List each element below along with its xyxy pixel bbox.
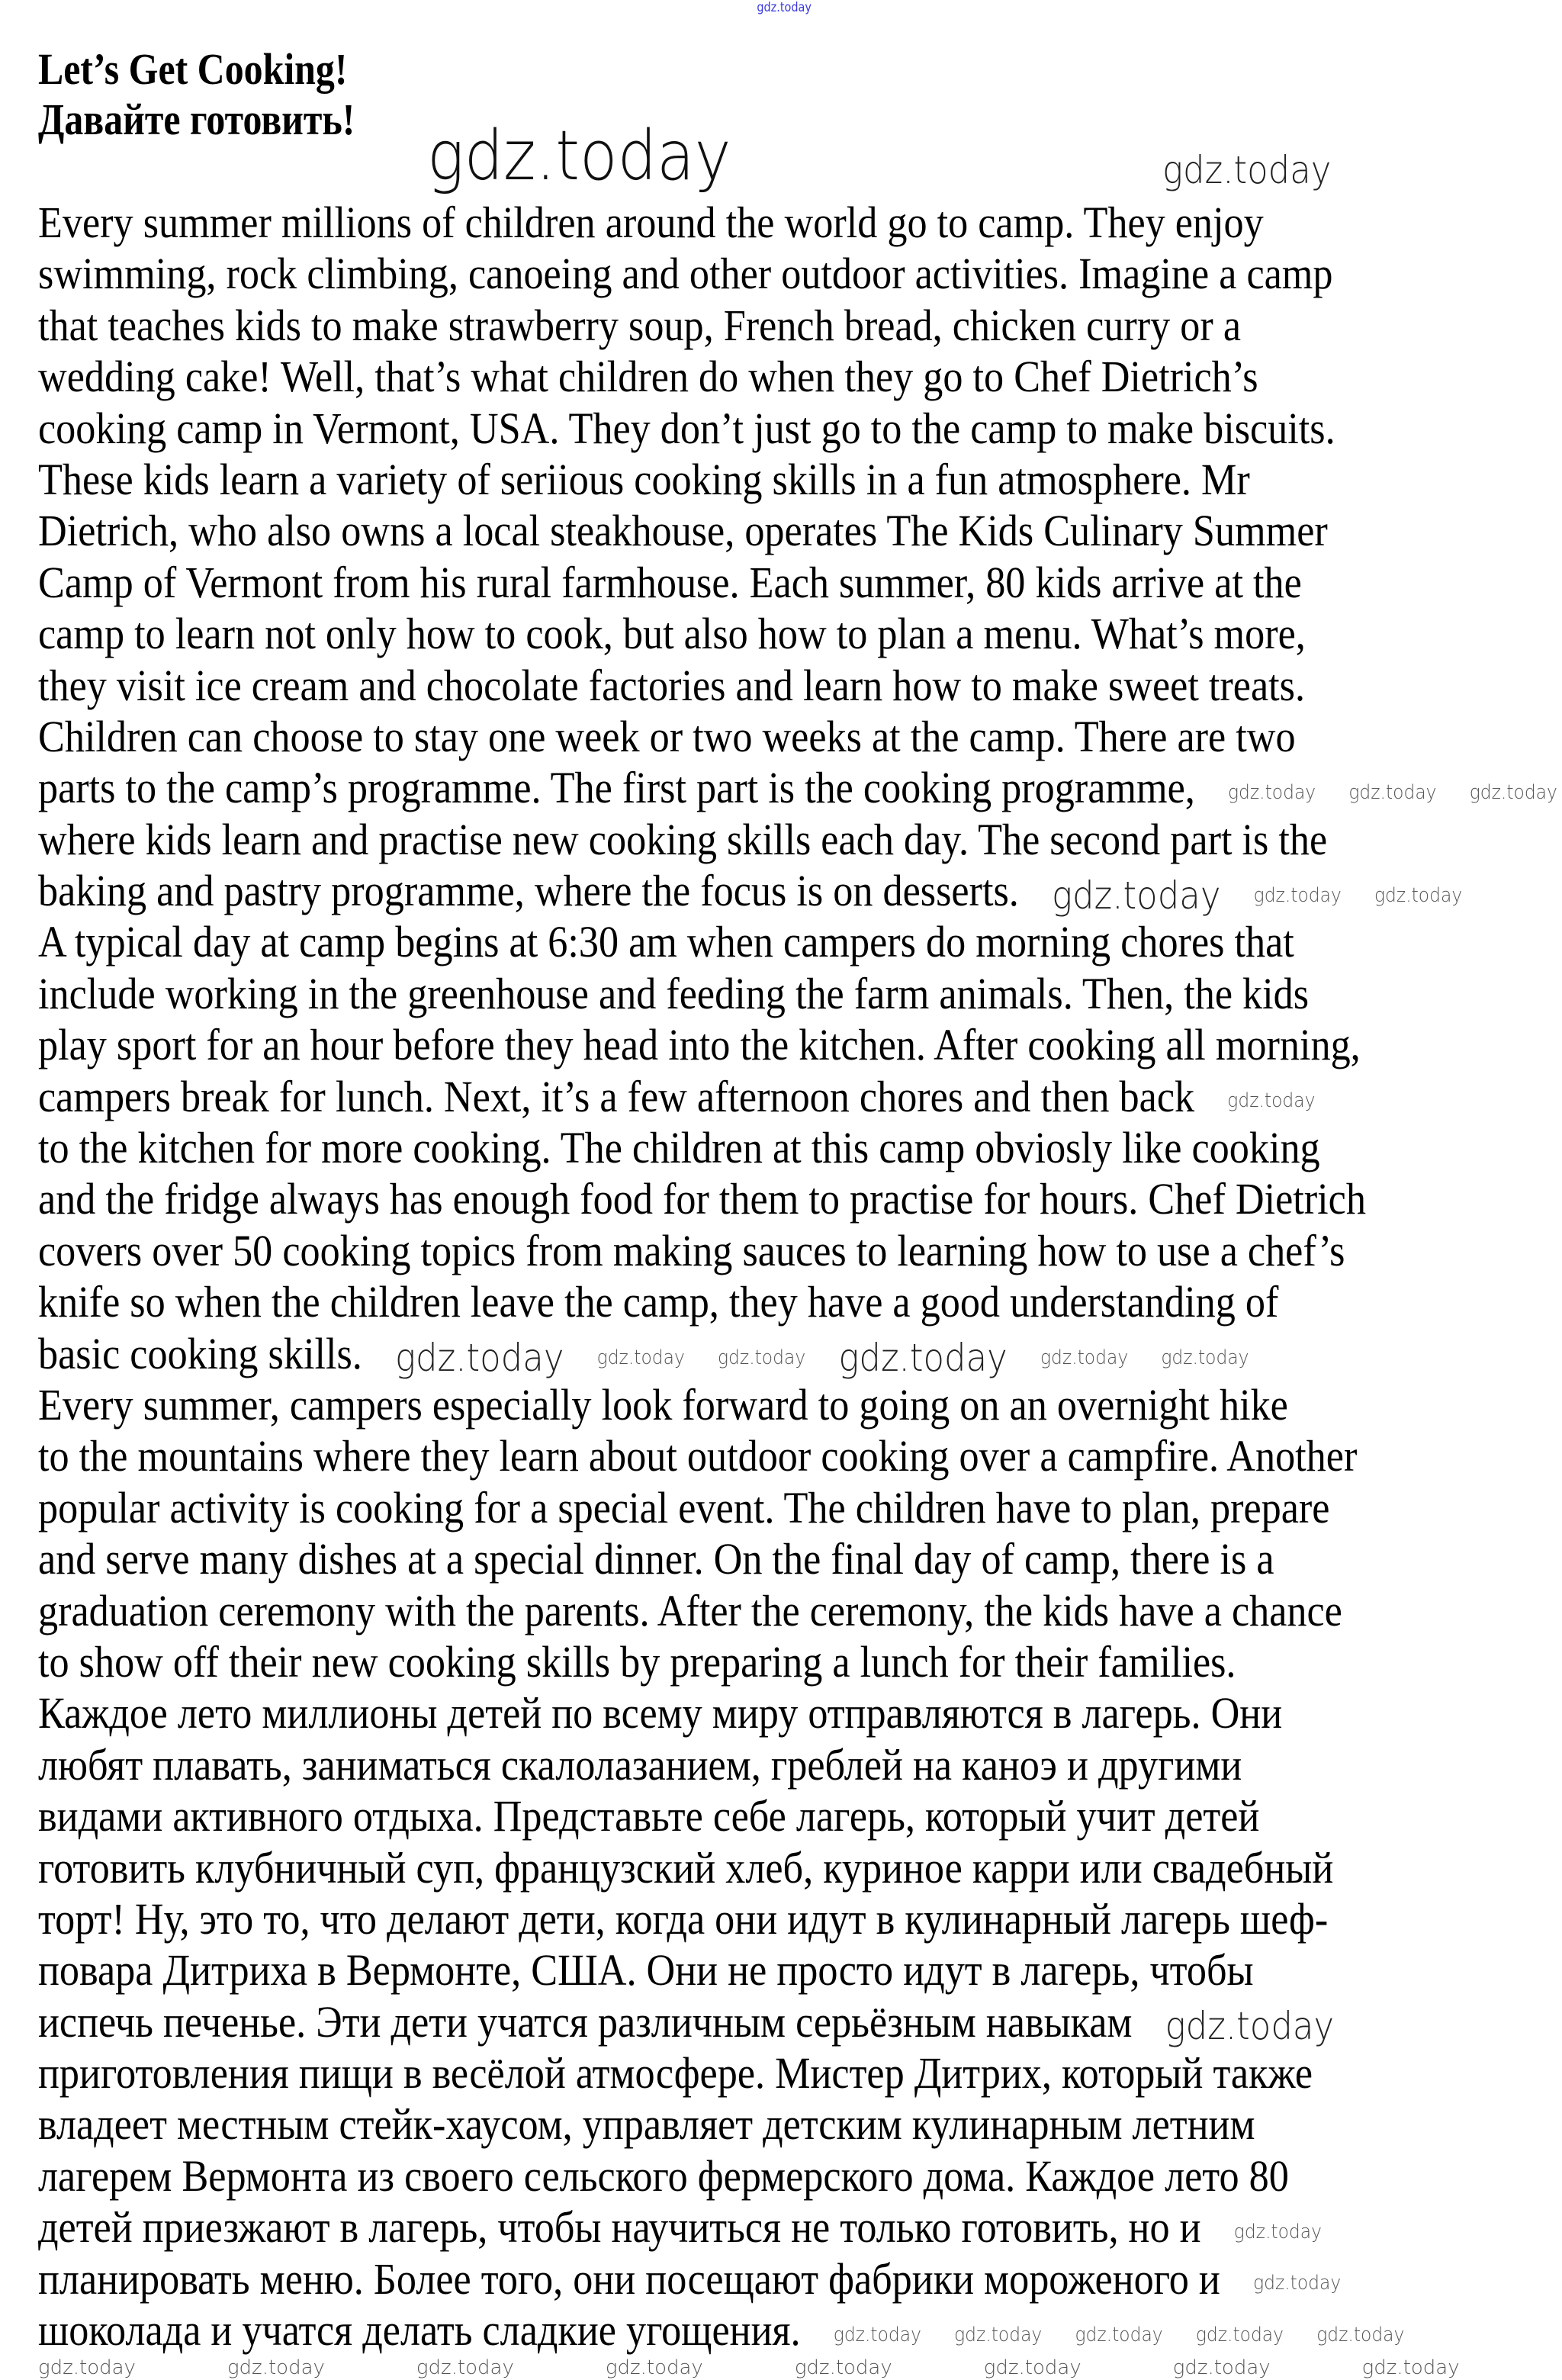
watermark: gdz.today bbox=[1469, 780, 1557, 804]
text-line bbox=[38, 1173, 1557, 1224]
text-line bbox=[38, 1482, 1557, 1533]
watermark: gdz.today bbox=[1374, 883, 1463, 907]
text-line-content: and the fridge always has enough food for them to practise for hours. Chef Dietrich bbox=[38, 1174, 1366, 1224]
text-line-content: шоколада и учатся делать сладкие угощения. bbox=[38, 2305, 801, 2356]
text-line bbox=[38, 1790, 1557, 1841]
watermark: gdz.today bbox=[227, 2356, 325, 2379]
text-line bbox=[38, 1328, 1557, 1379]
text-line bbox=[38, 608, 1557, 659]
text-line-content: baking and pastry programme, where the focus is on desserts. bbox=[38, 866, 1019, 916]
text-line-content: детей приезжают в лагерь, чтобы научиться не только готовить, но и bbox=[38, 2202, 1201, 2253]
text-line bbox=[38, 1071, 1557, 1122]
text-line bbox=[38, 1687, 1557, 1738]
watermark: gdz.today bbox=[416, 2356, 514, 2379]
text-line-content: владеет местным стейк-хаусом, управляет детским кулинарным летним bbox=[38, 2099, 1255, 2150]
text-line-content: graduation ceremony with the parents. After the ceremony, the kids have a chance bbox=[38, 1585, 1342, 1635]
text-line bbox=[38, 2047, 1557, 2099]
text-line-content: swimming, rock climbing, canoeing and other outdoor activities. Imagine a camp bbox=[38, 249, 1333, 299]
watermark: gdz.today bbox=[794, 2356, 892, 2379]
watermark: gdz.today bbox=[1253, 883, 1342, 907]
text-line-content: that teaches kids to make strawberry soup, French bread, chicken curry or a bbox=[38, 300, 1242, 350]
text-line bbox=[38, 1430, 1557, 1481]
text-line-content: любят плавать, заниматься скалолазанием, греблей на каноэ и другими bbox=[38, 1739, 1242, 1790]
watermark: gdz.today bbox=[1253, 2272, 1342, 2295]
watermark: gdz.today bbox=[1161, 1346, 1249, 1370]
text-line-content: parts to the camp’s programme. The first part is the cooking programme, bbox=[38, 763, 1195, 813]
watermark: gdz.today bbox=[1052, 873, 1221, 918]
watermark: gdz.today bbox=[1227, 1089, 1316, 1113]
text-line bbox=[38, 351, 1557, 402]
text-line bbox=[38, 1225, 1557, 1276]
watermark: gdz.today bbox=[395, 1336, 564, 1381]
text-line bbox=[38, 968, 1557, 1019]
text-line bbox=[38, 454, 1557, 505]
text-line-content: to the mountains where they learn about outdoor cooking over a campfire. Another bbox=[38, 1431, 1358, 1481]
text-line-content: A typical day at camp begins at 6:30 am when campers do morning chores that bbox=[38, 917, 1294, 967]
text-line bbox=[38, 1893, 1557, 1944]
text-line bbox=[38, 711, 1557, 762]
text-line bbox=[38, 660, 1557, 711]
text-line bbox=[38, 1276, 1557, 1327]
text-line-content: where kids learn and practise new cooking skills each day. The second part is the bbox=[38, 814, 1328, 864]
text-line-content: лагерем Вермонта из своего сельского фермерского дома. Каждое лето 80 bbox=[38, 2150, 1289, 2201]
text-line bbox=[38, 2253, 1557, 2304]
text-line-content: Every summer, campers especially look forward to going on an overnight hike bbox=[38, 1379, 1288, 1430]
title-english: Let’s Get Cooking! bbox=[38, 44, 348, 94]
watermark: gdz.today bbox=[838, 1336, 1008, 1381]
text-line bbox=[38, 814, 1557, 865]
watermark: gdz.today bbox=[833, 2323, 921, 2346]
text-line bbox=[38, 762, 1557, 813]
watermark: gdz.today bbox=[1195, 2323, 1284, 2346]
watermark: gdz.today bbox=[1040, 1346, 1129, 1370]
text-line-content: торт! Ну, это то, что делают дети, когда они идут в кулинарный лагерь шеф- bbox=[38, 1893, 1329, 1944]
text-line-content: Camp of Vermont from his rural farmhouse. Each summer, 80 kids arrive at the bbox=[38, 557, 1302, 607]
text-line-content: wedding cake! Well, that’s what children do when they go to Chef Dietrich’s bbox=[38, 352, 1258, 402]
text-line bbox=[38, 1379, 1557, 1430]
text-line-content: повара Дитриха в Вермонте, США. Они не просто идут в лагерь, чтобы bbox=[38, 1945, 1254, 1996]
text-line-content: Каждое лето миллионы детей по всему миру отправляются в лагерь. Они bbox=[38, 1688, 1283, 1738]
text-line-content: they visit ice cream and chocolate factories and learn how to make sweet treats. bbox=[38, 660, 1306, 710]
text-line bbox=[38, 2304, 1557, 2356]
text-line bbox=[38, 300, 1557, 351]
watermark: gdz.today bbox=[38, 2356, 136, 2379]
watermark-top: gdz.today bbox=[757, 0, 812, 15]
text-line-content: to show off their new cooking skills by preparing a lunch for their families. bbox=[38, 1636, 1236, 1687]
text-line bbox=[38, 505, 1557, 556]
text-line bbox=[38, 1739, 1557, 1790]
watermark: gdz.today bbox=[1165, 2004, 1335, 2049]
watermark: gdz.today bbox=[427, 116, 731, 196]
text-line bbox=[38, 197, 1557, 248]
text-line bbox=[38, 1636, 1557, 1687]
text-line bbox=[38, 1944, 1557, 1996]
text-line bbox=[38, 865, 1557, 916]
watermark: gdz.today bbox=[1075, 2323, 1163, 2346]
text-line-content: приготовления пищи в весёлой атмосфере. Мистер Дитрих, который также bbox=[38, 2048, 1313, 2099]
text-line-content: готовить клубничный суп, французский хлеб, куриное карри или свадебный bbox=[38, 1842, 1334, 1893]
watermark: gdz.today bbox=[1227, 780, 1316, 804]
text-line bbox=[38, 916, 1557, 967]
watermark: gdz.today bbox=[1316, 2323, 1405, 2346]
text-line-content: Dietrich, who also owns a local steakhouse, operates The Kids Culinary Summer bbox=[38, 506, 1328, 556]
text-line-content: видами активного отдыха. Представьте себе лагерь, который учит детей bbox=[38, 1791, 1260, 1841]
text-line-content: cooking camp in Vermont, USA. They don’t just go to the camp to make biscuits. bbox=[38, 403, 1335, 453]
article-body bbox=[38, 197, 1562, 2356]
watermark: gdz.today bbox=[1172, 2356, 1271, 2379]
watermark: gdz.today bbox=[1162, 148, 1332, 192]
text-line bbox=[38, 557, 1557, 608]
watermark: gdz.today bbox=[605, 2356, 703, 2379]
text-line-content: планировать меню. Более того, они посещают фабрики мороженого и bbox=[38, 2253, 1220, 2304]
text-line-content: camp to learn not only how to cook, but also how to plan a menu. What’s more, bbox=[38, 609, 1306, 659]
text-line bbox=[38, 2150, 1557, 2202]
text-line-content: covers over 50 cooking topics from making sauces to learning how to use a chef’s bbox=[38, 1225, 1345, 1275]
watermark: gdz.today bbox=[1348, 780, 1437, 804]
watermark: gdz.today bbox=[596, 1346, 685, 1370]
watermark: gdz.today bbox=[1233, 2220, 1322, 2243]
watermark: gdz.today bbox=[1361, 2356, 1460, 2379]
text-line-content: These kids learn a variety of seriious cooking skills in a fun atmosphere. Mr bbox=[38, 454, 1250, 504]
text-line-content: Every summer millions of children around the world go to camp. They enjoy bbox=[38, 198, 1264, 247]
text-line-content: basic cooking skills. bbox=[38, 1328, 362, 1378]
text-line bbox=[38, 1533, 1557, 1584]
text-line-content: campers break for lunch. Next, it’s a few afternoon chores and then back bbox=[38, 1071, 1195, 1121]
watermark: gdz.today bbox=[954, 2323, 1043, 2346]
text-line bbox=[38, 1842, 1557, 1893]
text-line-content: and serve many dishes at a special dinner. On the final day of camp, there is a bbox=[38, 1534, 1274, 1584]
text-line bbox=[38, 1122, 1557, 1173]
watermark: gdz.today bbox=[718, 1346, 806, 1370]
text-line bbox=[38, 2202, 1557, 2253]
text-line-content: испечь печенье. Эти дети учатся различным серьёзным навыкам bbox=[38, 1996, 1133, 2047]
text-line-content: to the kitchen for more cooking. The children at this camp obviosly like cooking bbox=[38, 1123, 1320, 1173]
text-line-content: include working in the greenhouse and feeding the farm animals. Then, the kids bbox=[38, 968, 1310, 1018]
text-line bbox=[38, 1996, 1557, 2047]
text-line bbox=[38, 403, 1557, 454]
watermark-row bbox=[38, 2358, 1460, 2379]
watermark: gdz.today bbox=[983, 2356, 1082, 2379]
text-line bbox=[38, 2099, 1557, 2150]
text-line bbox=[38, 248, 1557, 299]
text-line-content: popular activity is cooking for a special event. The children have to plan, prepare bbox=[38, 1482, 1330, 1533]
text-line bbox=[38, 1019, 1557, 1070]
text-line bbox=[38, 1585, 1557, 1636]
text-line-content: knife so when the children leave the camp, they have a good understanding of bbox=[38, 1277, 1279, 1327]
text-line-content: Children can choose to stay one week or two weeks at the camp. There are two bbox=[38, 711, 1296, 761]
text-line-content: play sport for an hour before they head into the kitchen. After cooking all morning, bbox=[38, 1020, 1361, 1070]
title-russian: Давайте готовить! bbox=[38, 95, 355, 144]
